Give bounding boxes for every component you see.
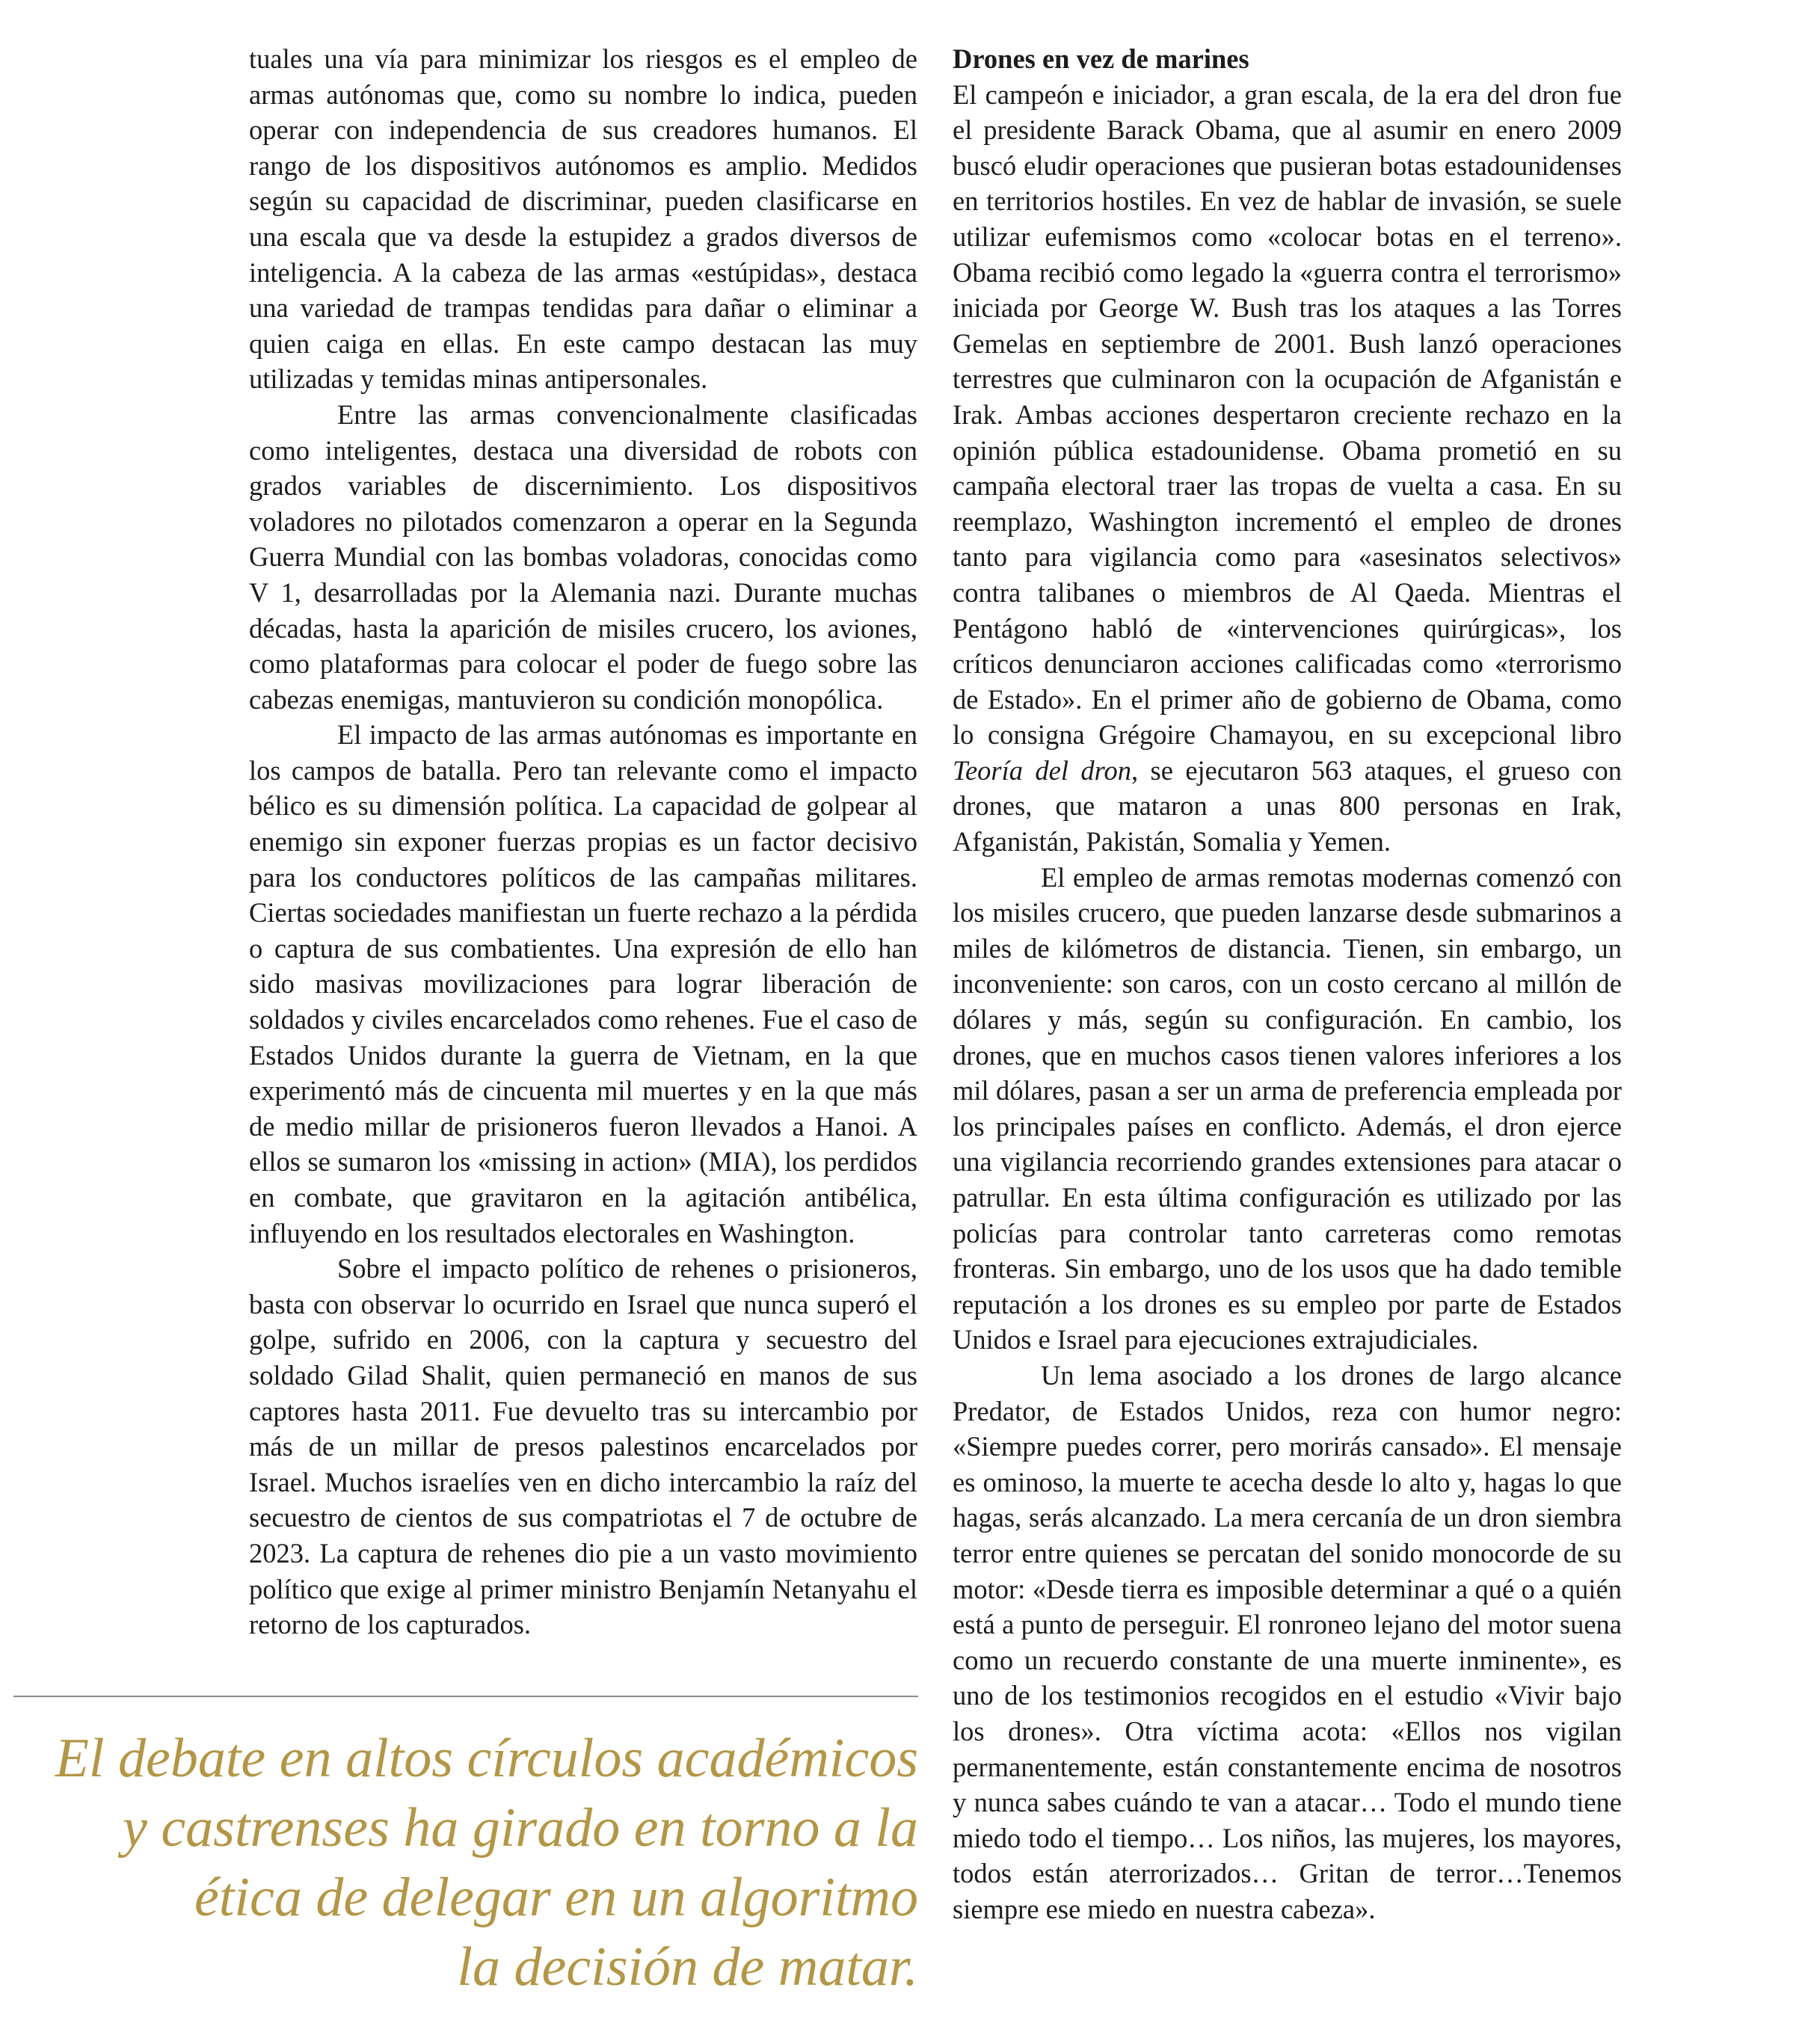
pull-quote-line: y castrenses ha girado en torno a la: [122, 1797, 918, 1859]
left-column: [249, 41, 917, 1643]
text-run: , se ejecutaron 563 ataques, el grueso con drones, que mataron a unas 800 personas en Irak, Afganistán, Pakistán, Somalia y Yemen.: [953, 754, 1622, 858]
body-paragraph: Entre las armas convencionalmente clasificadas como inteligentes, destaca una diversidad de robots con grados variables de discernimiento. Los dispositivos voladores no pilotados comenzaron a operar en la Segunda Guerra Mundial con las bombas voladoras, conocidas como V 1, desarrolladas por la Alemania nazi. Durante muchas décadas, hasta la aparición de misiles crucero, los aviones, como plataformas para colocar el poder de fuego sobre las cabezas enemigas, mantuvieron su condición monopólica.: [249, 398, 917, 715]
body-paragraph: El empleo de armas remotas modernas comenzó con los misiles crucero, que pueden lanzarse desde submarinos a miles de kilómetros de distancia. Tienen, sin embargo, un inconveniente: son caros, con un costo cercano al millón de dólares y más, según su configuración. En cambio, los drones, que en muchos casos tienen valores inferiores a los mil dólares, pasan a ser un arma de preferencia empleada por los principales países en conflicto. Además, el dron ejerce una vigilancia recorriendo grandes extensiones para atacar o patrullar. En esta última configuración es utilizado por las policías para controlar tanto carreteras como remotas fronteras. Sin embargo, uno de los usos que ha dado temible reputación a los drones es su empleo por parte de Estados Unidos e Israel para ejecuciones extrajudiciales.: [953, 861, 1622, 1355]
pull-quote-line: ética de delegar en un algoritmo: [194, 1867, 918, 1928]
body-paragraph: Sobre el impacto político de rehenes o prisioneros, basta con observar lo ocurrido en Israel que nunca superó el golpe, sufrido en 2006, con la captura y secuestro del soldado Gilad Shalit, quien permaneció en manos de sus captores hasta 2011. Fue devuelto tras su intercambio por más de un millar de presos palestinos encarcelados por Israel. Muchos israelíes ven en dicho intercambio la raíz del secuestro de cientos de sus compatriotas el 7 de octubre de 2023. La captura de rehenes dio pie a un vasto movimiento político que exige al primer ministro Benjamín Netanyahu el retorno de los capturados.: [249, 1253, 917, 1640]
pull-quote: [45, 1724, 918, 2002]
body-paragraph: tuales una vía para minimizar los riesgos es el empleo de armas autónomas que, como su nombre lo indica, pueden operar con independencia de sus creadores humanos. El rango de los dispositivos autónomos es amplio. Medidos según su capacidad de discriminar, pueden clasificarse en una escala que va desde la estupidez a grados diversos de inteligencia. A la cabeza de las armas «estúpidas», destaca una variedad de trampas tendidas para dañar o eliminar a quien caiga en ellas. En este campo destacan las muy utilizadas y temidas minas antipersonales.: [249, 43, 917, 395]
section-subhead: Drones en vez de marines: [953, 43, 1249, 74]
pull-quote-line: la decisión de matar.: [457, 1936, 918, 1998]
pull-quote-line: El debate en altos círculos académicos: [55, 1728, 918, 1789]
pull-quote-divider: [13, 1696, 918, 1697]
body-paragraph: El impacto de las armas autónomas es importante en los campos de batalla. Pero tan relevante como el impacto bélico es su dimensión política. La capacidad de golpear al enemigo sin exponer fuerzas propias es un factor decisivo para los conductores políticos de las campañas militares. Ciertas sociedades manifiestan un fuerte rechazo a la pérdida o captura de sus combatientes. Una expresión de ello han sido masivas movilizaciones para lograr liberación de soldados y civiles encarcelados como rehenes. Fue el caso de Estados Unidos durante la guerra de Vietnam, en la que experimentó más de cincuenta mil muertes y en la que más de medio millar de prisioneros fueron llevados a Hanoi. A ellos se sumaron los «missing in action» (MIA), los perdidos en combate, que gravitaron en la agitación antibélica, influyendo en los resultados electorales en Washington.: [249, 719, 917, 1249]
book-title: Teoría del dron: [953, 754, 1131, 786]
body-paragraph: [953, 77, 1622, 860]
body-paragraph: Un lema asociado a los drones de largo alcance Predator, de Estados Unidos, reza con humor negro: «Siempre puedes correr, pero morirás cansado». El mensaje es ominoso, la muerte te acecha desde lo alto y, hagas lo que hagas, serás alcanzado. La mera cercanía de un dron siembra terror entre quienes se percatan del sonido monocorde de su motor: «Desde tierra es imposible determinar a qué o a quién está a punto de perseguir. El ronroneo lejano del motor suena como un recuerdo constante de una muerte inminente», es uno de los testimonios recogidos en el estudio «Vivir bajo los drones». Otra víctima acota: «Ellos nos vigilan permanentemente, están constantemente encima de nosotros y nunca sabes cuándo te van a atacar… Todo el mundo tiene miedo todo el tiempo… Los niños, las mujeres, los mayores, todos están aterrorizados… Gritan de terror…Tenemos siempre ese miedo en nuestra cabeza».: [953, 1359, 1622, 1924]
text-run: El campeón e iniciador, a gran escala, de la era del dron fue el presidente Barack Obama, que al asumir en enero 2009 buscó eludir operaciones que pusieran botas estadounidenses en territorios hostiles. En vez de hablar de invasión, se suele utilizar eufemismos como «colocar botas en el terreno». Obama recibió como legado la «guerra contra el terrorismo» iniciada por George W. Bush tras los ataques a las Torres Gemelas en septiembre de 2001. Bush lanzó operaciones terrestres que culminaron con la ocupación de Afganistán e Irak. Ambas acciones despertaron creciente rechazo en la opinión pública estadounidense. Obama prometió en su campaña electoral traer las tropas de vuelta a casa. En su reemplazo, Washington incrementó el empleo de drones tanto para vigilancia como para «asesinatos selectivos» contra talibanes o miembros de Al Qaeda. Mientras el Pentágono habló de «intervenciones quirúrgicas», los críticos denunciaron acciones calificadas como «terrorismo de Estado». En el primer año de gobierno de Obama, como lo consigna Grégoire Chamayou, en su excepcional libro: [953, 79, 1622, 751]
right-column: [953, 41, 1622, 1927]
